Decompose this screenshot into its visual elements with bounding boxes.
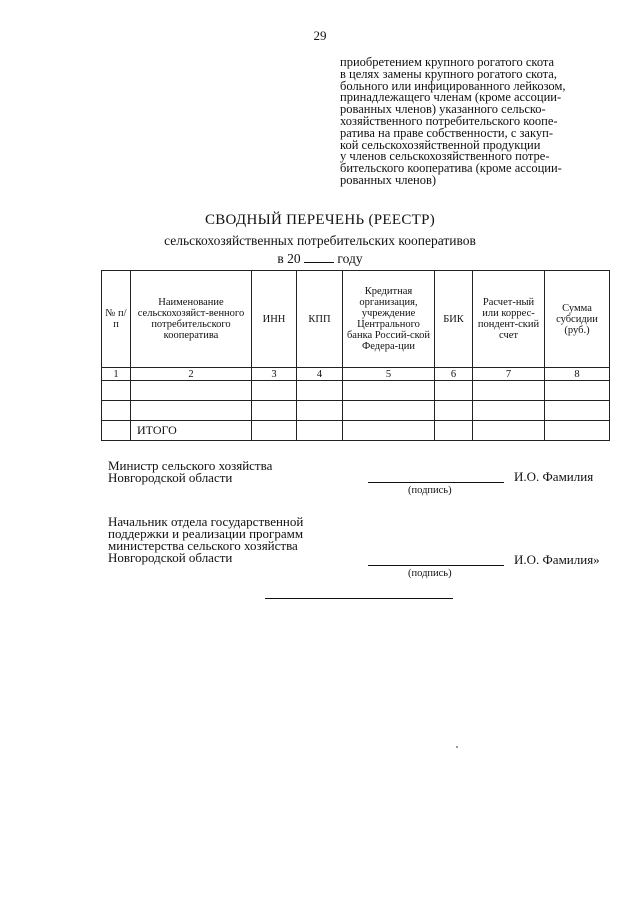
column-number: 3 bbox=[252, 368, 297, 381]
table-cell bbox=[343, 421, 435, 441]
column-number-row bbox=[102, 368, 610, 381]
intro-line: у членов сельскохозяйственного потре- bbox=[340, 149, 550, 164]
total-row bbox=[102, 421, 610, 441]
header-sum: Сумма субсидии (руб.) bbox=[545, 271, 610, 368]
table-cell bbox=[545, 401, 610, 421]
intro-line: больного или инфицированного лейкозом, bbox=[340, 78, 566, 93]
table-cell bbox=[102, 421, 131, 441]
column-number: 4 bbox=[297, 368, 343, 381]
column-number: 8 bbox=[545, 368, 610, 381]
table-cell bbox=[435, 381, 473, 401]
head-title-line: Начальник отдела государственной bbox=[108, 514, 304, 529]
total-label: ИТОГО bbox=[131, 421, 252, 441]
table-cell bbox=[545, 381, 610, 401]
page-number: 29 bbox=[313, 28, 327, 43]
minister-title bbox=[108, 460, 272, 484]
table-cell bbox=[343, 401, 435, 421]
year-prefix: в 20 bbox=[277, 251, 301, 266]
head-signature-caption: (подпись) bbox=[408, 568, 452, 579]
header-kpp: КПП bbox=[297, 271, 343, 368]
table-cell bbox=[131, 401, 252, 421]
table-cell bbox=[435, 401, 473, 421]
table-row bbox=[102, 401, 610, 421]
table-row bbox=[102, 381, 610, 401]
head-title bbox=[108, 516, 303, 564]
header-bank: Кредитная организация, учреждение Центрального банка Россий-ской Федера-ции bbox=[343, 271, 435, 368]
intro-line: кой сельскохозяйственной продукции bbox=[340, 137, 541, 152]
table-cell bbox=[473, 381, 545, 401]
intro-line: рованных членов) указанного сельско- bbox=[340, 102, 546, 117]
intro-line: ратива на праве собственности, с закуп- bbox=[340, 125, 553, 140]
table-cell bbox=[102, 381, 131, 401]
table-cell bbox=[297, 381, 343, 401]
minister-name: И.О. Фамилия bbox=[514, 469, 594, 484]
header-bik: БИК bbox=[435, 271, 473, 368]
closing-rule bbox=[265, 598, 453, 599]
minister-signature-line bbox=[368, 482, 504, 483]
table-header-row bbox=[102, 271, 610, 368]
table-cell bbox=[252, 421, 297, 441]
document-title: СВОДНЫЙ ПЕРЕЧЕНЬ (РЕЕСТР) bbox=[204, 212, 436, 228]
document-subtitle: сельскохозяйственных потребительских кооперативов bbox=[164, 233, 476, 248]
column-number: 6 bbox=[435, 368, 473, 381]
table-cell bbox=[297, 401, 343, 421]
column-number: 2 bbox=[131, 368, 252, 381]
head-signature-line bbox=[368, 565, 504, 566]
minister-title-line: Новгородской области bbox=[108, 470, 233, 485]
year-suffix: году bbox=[337, 251, 363, 266]
intro-line: принадлежащего членам (кроме ассоции- bbox=[340, 90, 562, 105]
table-cell bbox=[473, 401, 545, 421]
head-title-line: поддержки и реализации программ bbox=[108, 526, 304, 541]
table-cell bbox=[545, 421, 610, 441]
minister-signature-caption: (подпись) bbox=[408, 485, 452, 496]
table-cell bbox=[343, 381, 435, 401]
intro-line: рованных членов) bbox=[340, 172, 437, 187]
table-cell bbox=[252, 381, 297, 401]
intro-line: приобретением крупного рогатого скота bbox=[340, 55, 555, 69]
table-cell bbox=[102, 401, 131, 421]
column-number: 1 bbox=[102, 368, 131, 381]
column-number: 7 bbox=[473, 368, 545, 381]
table-cell bbox=[131, 381, 252, 401]
registry-table bbox=[101, 270, 610, 441]
year-blank-field bbox=[304, 250, 334, 263]
header-name: Наименование сельскохозяйст-венного потребительского кооператива bbox=[131, 271, 252, 368]
header-account: Расчет-ный или коррес-пондент-ский счет bbox=[473, 271, 545, 368]
header-inn: ИНН bbox=[252, 271, 297, 368]
scan-speck bbox=[456, 746, 458, 748]
table-cell bbox=[252, 401, 297, 421]
table-cell bbox=[435, 421, 473, 441]
year-line bbox=[0, 250, 640, 267]
head-title-line: министерства сельского хозяйства bbox=[108, 538, 298, 553]
intro-line: хозяйственного потребительского коопе- bbox=[340, 113, 558, 128]
table-cell bbox=[297, 421, 343, 441]
minister-title-line: Министр сельского хозяйства bbox=[108, 458, 273, 473]
head-name: И.О. Фамилия» bbox=[514, 552, 600, 567]
column-number: 5 bbox=[343, 368, 435, 381]
intro-line: бительского кооператива (кроме ассоции- bbox=[340, 161, 562, 176]
intro-line: в целях замены крупного рогатого скота, bbox=[340, 66, 557, 81]
table-cell bbox=[473, 421, 545, 441]
intro-paragraph bbox=[340, 57, 610, 187]
head-title-line: Новгородской области bbox=[108, 550, 233, 565]
header-num: № п/п bbox=[102, 271, 131, 368]
